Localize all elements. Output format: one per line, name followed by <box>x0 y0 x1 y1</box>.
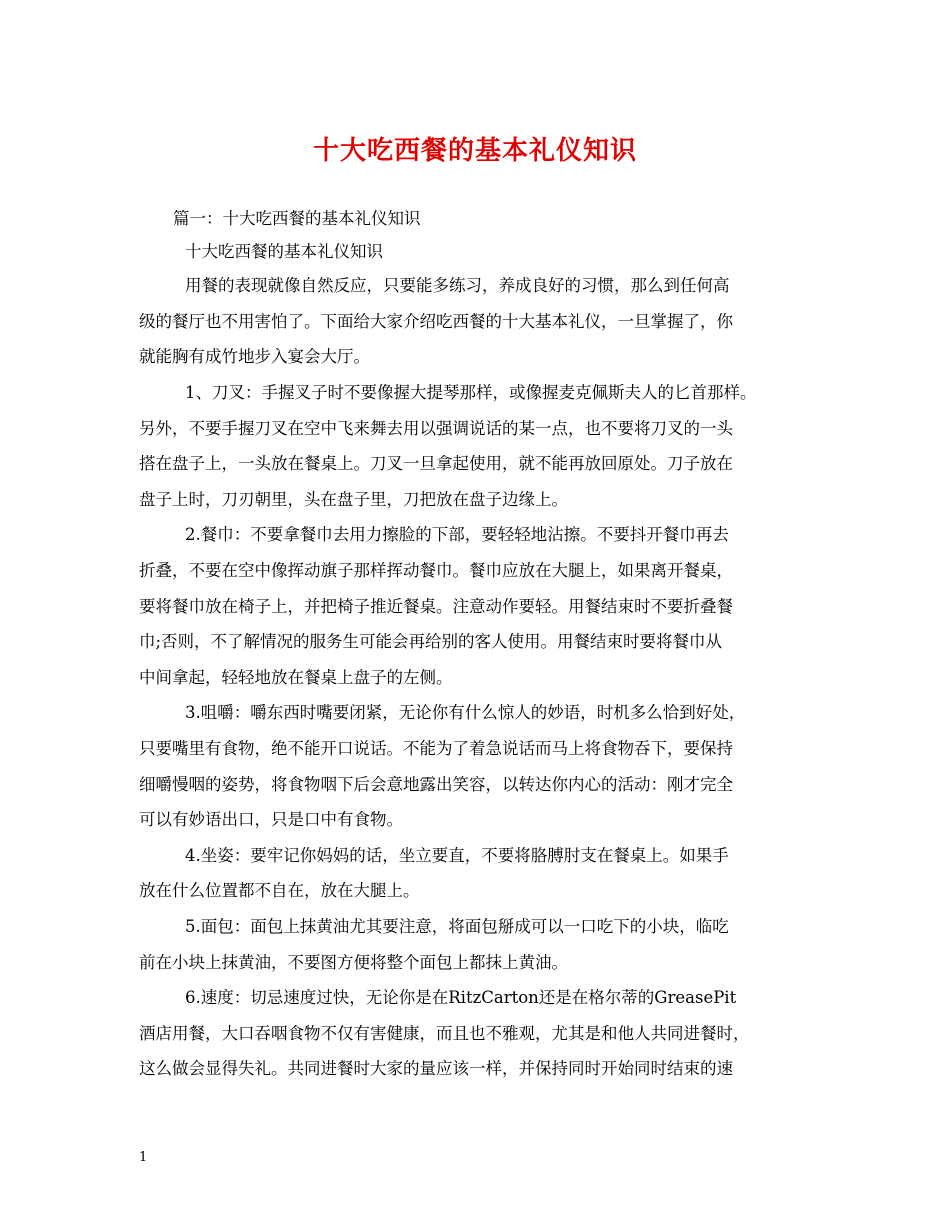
text-line: 十大吃西餐的基本礼仪知识 <box>185 242 383 261</box>
text-line: 篇一：十大吃西餐的基本礼仪知识 <box>173 209 421 228</box>
text-line: 另外，不要手握刀叉在空中飞来舞去用以强调说话的某一点，也不要将刀叉的一头 <box>139 419 733 438</box>
text-line: 前在小块上抹黄油，不要图方便将整个面包上都抹上黄油。 <box>139 953 568 972</box>
text-line: 细嚼慢咽的姿势，将食物咽下后会意地露出笑容，以转达你内心的活动：刚才完全 <box>139 775 733 794</box>
text-line: 搭在盘子上，一头放在餐桌上。刀叉一旦拿起使用，就不能再放回原处。刀子放在 <box>139 454 733 473</box>
text-line: 用餐的表现就像自然反应，只要能多练习，养成良好的习惯，那么到任何高 <box>185 276 730 295</box>
text-line: 酒店用餐，大口吞咽食物不仅有害健康，而且也不雅观，尤其是和他人共同进餐时， <box>139 1024 750 1043</box>
text-line: 级的餐厅也不用害怕了。下面给大家介绍吃西餐的十大基本礼仪，一旦掌握了，你 <box>139 312 733 331</box>
text-line: 可以有妙语出口，只是口中有食物。 <box>139 810 403 829</box>
text-line: 盘子上时，刀刃朝里，头在盘子里，刀把放在盘子边缘上。 <box>139 490 568 509</box>
text-line: 1、刀叉：手握叉子时不要像握大提琴那样，或像握麦克佩斯夫人的匕首那样。 <box>185 383 757 402</box>
text-line: 4.坐姿：要牢记你妈妈的话，坐立要直，不要将胳膊肘支在餐桌上。如果手 <box>185 846 729 865</box>
text-line: 2.餐巾：不要拿餐巾去用力擦脸的下部，要轻轻地沾擦。不要抖开餐巾再去 <box>185 525 729 544</box>
text-line: 5.面包：面包上抹黄油尤其要注意，将面包掰成可以一口吃下的小块，临吃 <box>185 917 729 936</box>
text-line: 3.咀嚼：嚼东西时嘴要闭紧，无论你有什么惊人的妙语，时机多么恰到好处， <box>185 703 746 722</box>
text-line: 巾;否则，不了解情况的服务生可能会再给别的客人使用。用餐结束时要将餐巾从 <box>139 632 723 651</box>
text-line: 这么做会显得失礼。共同进餐时大家的量应该一样，并保持同时开始同时结束的速 <box>139 1059 733 1078</box>
text-line: 折叠，不要在空中像挥动旗子那样挥动餐巾。餐巾应放在大腿上，如果离开餐桌， <box>139 561 733 580</box>
text-line: 中间拿起，轻轻地放在餐桌上盘子的左侧。 <box>139 668 453 687</box>
text-line: 就能胸有成竹地步入宴会大厅。 <box>139 347 370 366</box>
text-line: 要将餐巾放在椅子上，并把椅子推近餐桌。注意动作要轻。用餐结束时不要折叠餐 <box>139 597 733 616</box>
text-line: 只要嘴里有食物，绝不能开口说话。不能为了着急说话而马上将食物吞下，要保持 <box>139 739 733 758</box>
text-line: 放在什么位置都不自在，放在大腿上。 <box>139 881 420 900</box>
document-title: 十大吃西餐的基本礼仪知识 <box>312 136 637 166</box>
page-number: 1 <box>139 1150 148 1165</box>
text-line: 6.速度：切忌速度过快，无论你是在RitzCarton还是在格尔蒂的GreasePit <box>185 988 737 1007</box>
